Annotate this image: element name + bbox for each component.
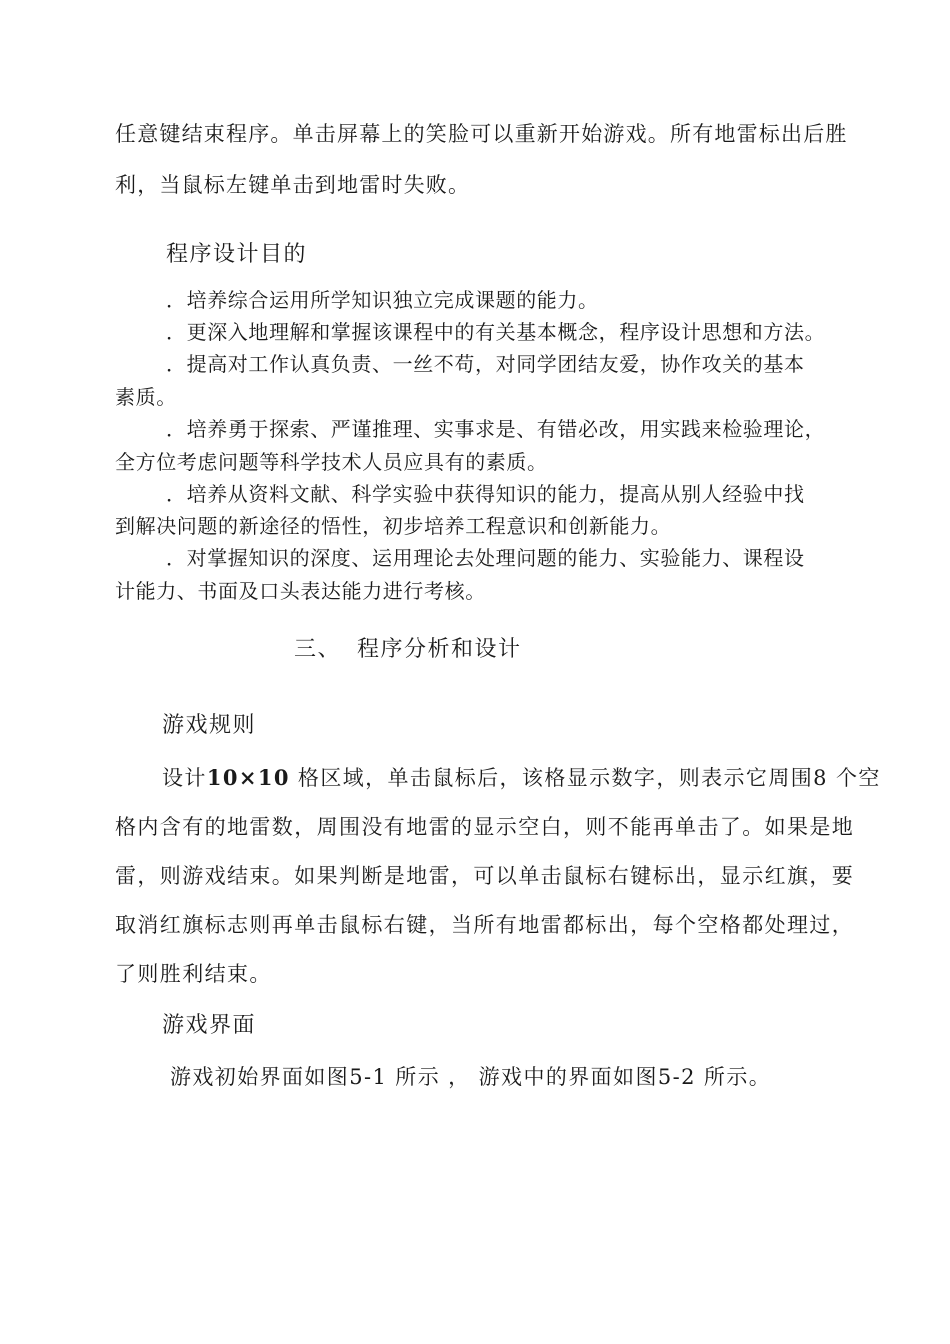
purpose-heading: 程序设计目的 [166, 242, 308, 267]
purpose-item: ．对掌握知识的深度、运用理论去处理问题的能力、实验能力、课程设 [166, 546, 805, 570]
purpose-item-continued: 计能力、书面及口头表达能力进行考核。 [115, 579, 486, 603]
rules-line-3: 雷，则游戏结束。如果判断是地雷，可以单击鼠标右键标出，显示红旗，要 [115, 864, 855, 888]
purpose-item-continued: 到解决问题的新途径的悟性，初步培养工程意识和创新能力。 [115, 514, 672, 538]
intro-line-1: 任意键结束程序。单击屏幕上的笑脸可以重新开始游戏。所有地雷标出后胜 [115, 122, 848, 146]
purpose-item: ．培养综合运用所学知识独立完成课题的能力。 [166, 288, 599, 312]
rules-line-1 [162, 767, 881, 789]
ui-line-1: 游戏初始界面如图5-1 所示 ， 游戏中的界面如图5-2 所示。 [170, 1065, 772, 1089]
rules-line-5: 了则胜利结束。 [115, 962, 272, 986]
purpose-item: ．培养勇于探索、严谨推理、实事求是、有错必改，用实践来检验理论， [166, 417, 826, 441]
rules-grid-size: 10×10 [206, 765, 290, 790]
section-title: 程序分析和设计 [357, 637, 522, 662]
rules-heading: 游戏规则 [162, 713, 257, 738]
rules-line-2: 格内含有的地雷数，周围没有地雷的显示空白，则不能再单击了。如果是地 [115, 815, 855, 839]
rules-line-1-rest: 格区域，单击鼠标后，该格显示数字，则表示它周围8 个空 [289, 766, 881, 790]
purpose-item: ．提高对工作认真负责、一丝不苟，对同学团结友爱，协作攻关的基本 [166, 352, 805, 376]
purpose-item: ．培养从资料文献、科学实验中获得知识的能力，提高从别人经验中找 [166, 482, 805, 506]
purpose-item-continued: 素质。 [115, 385, 177, 409]
rules-line-1-prefix: 设计 [162, 766, 207, 790]
purpose-item-continued: 全方位考虑问题等科学技术人员应具有的素质。 [115, 450, 548, 474]
intro-line-2: 利，当鼠标左键单击到地雷时失败。 [115, 173, 471, 197]
rules-line-4: 取消红旗标志则再单击鼠标右键，当所有地雷都标出，每个空格都处理过， [115, 913, 855, 937]
purpose-item: ．更深入地理解和掌握该课程中的有关基本概念，程序设计思想和方法。 [166, 320, 826, 344]
ui-heading: 游戏界面 [162, 1013, 257, 1038]
section-number: 三、 [294, 637, 342, 662]
